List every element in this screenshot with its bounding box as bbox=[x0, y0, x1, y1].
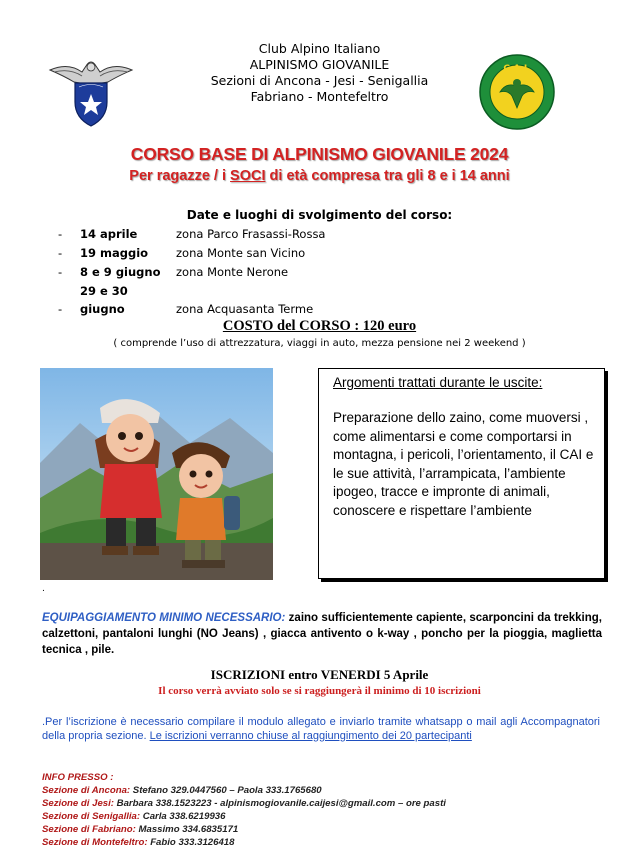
equipment-text: zaino sufficientemente capiente, scarponcini da trekking, calzettoni, pantaloni lunghi (NO Jeans) , giacca antivento o k-way , poncho per la pioggia, maglietta tecnica , pile. bbox=[42, 612, 602, 656]
dates-heading: Date e luoghi di svolgimento del corso: bbox=[186, 208, 453, 222]
cost-note: ( comprende l’uso di attrezzatura, viaggi in auto, mezza pensione nei 2 weekend ) bbox=[113, 338, 526, 349]
registration-note: Il corso verrà avviato solo se si raggiungerà il minimo di 10 iscrizioni bbox=[158, 685, 481, 697]
equipment-label: EQUIPAGGIAMENTO MINIMO NECESSARIO: bbox=[42, 612, 286, 624]
date-place: zona Monte san Vicino bbox=[176, 246, 306, 260]
date-label: 29 e 30 giugno bbox=[80, 284, 128, 316]
date-item: - 8 e 9 giugno zona Monte Nerone bbox=[58, 265, 289, 279]
alpinismo-giovanile-emblem-icon bbox=[478, 52, 556, 132]
info-value: Barbara 338.1523223 - alpinismogiovanile.caijesi@gmail.com – ore pasti bbox=[113, 798, 446, 809]
info-line bbox=[42, 823, 446, 836]
subtitle-after: di età compresa tra gli 8 e i 14 anni bbox=[265, 168, 510, 184]
info-heading: INFO PRESSO : bbox=[42, 772, 114, 783]
info-value: Stefano 329.0447560 – Paola 333.1765680 bbox=[130, 785, 322, 796]
date-item: - 14 aprile zona Parco Frasassi-Rossa bbox=[58, 227, 326, 241]
info-value: Massimo 334.6835171 bbox=[135, 824, 239, 835]
info-label: Sezione di Ancona: bbox=[42, 785, 131, 796]
date-item: -29 e 30 giugno zona Acquasanta Terme bbox=[58, 284, 314, 316]
cost-title: COSTO del CORSO : 120 euro bbox=[222, 318, 417, 334]
stray-dot: . bbox=[42, 584, 45, 594]
course-subtitle bbox=[0, 168, 639, 184]
header-sections-2: Fabriano - Montefeltro bbox=[250, 89, 389, 104]
subtitle-before: Per ragazze / i bbox=[129, 168, 231, 184]
logo-cai-text: C.A.I. bbox=[503, 64, 531, 74]
equipment-paragraph bbox=[42, 610, 602, 658]
topics-title: Argomenti trattati durante le uscite: bbox=[333, 375, 543, 390]
registration-paragraph bbox=[42, 715, 600, 743]
info-label: Sezione di Senigallia: bbox=[42, 811, 141, 822]
date-item: - 19 maggio zona Monte san Vicino bbox=[58, 246, 306, 260]
info-value: Carla 338.6219936 bbox=[140, 811, 226, 822]
topics-body: Preparazione dello zaino, come muoversi , come alimentarsi e come comportarsi in montagna, i pericoli, l’orientamento, il CAI e le sue attività, l’arrampicata, l’ambiente ipogeo, tracce e impronte di animali, conoscere e rispettare l’ambiente bbox=[333, 410, 594, 518]
date-label: 8 e 9 giugno bbox=[80, 265, 161, 279]
date-label: 14 aprile bbox=[80, 227, 138, 241]
registration-title: ISCRIZIONI entro VENERDI 5 Aprile bbox=[210, 667, 429, 682]
header-group: ALPINISMO GIOVANILE bbox=[249, 57, 390, 72]
info-line bbox=[42, 784, 446, 797]
info-label: Sezione di Fabriano: bbox=[42, 824, 136, 835]
info-line bbox=[42, 810, 446, 823]
registration-closing: Le iscrizioni verranno chiuse al raggiungimento dei 20 partecipanti bbox=[149, 730, 472, 742]
header-sections: Sezioni di Ancona - Jesi - Senigallia bbox=[210, 73, 429, 88]
info-label: Sezione di Jesi: bbox=[42, 798, 114, 809]
course-title: CORSO BASE DI ALPINISMO GIOVANILE 2024 bbox=[130, 144, 509, 164]
date-label: 19 maggio bbox=[80, 246, 149, 260]
info-label: Sezione di Montefeltro: bbox=[42, 837, 148, 848]
alpinismo-giovanile-logo bbox=[478, 52, 556, 132]
info-line bbox=[42, 797, 446, 810]
topics-box bbox=[318, 368, 605, 579]
registration-text: .Per l’iscrizione è necessario compilare il modulo allegato e inviarlo tramite whatsapp o mail agli Accompagnatori della propria sezione. bbox=[42, 716, 600, 742]
date-place: zona Monte Nerone bbox=[176, 265, 289, 279]
info-value: Fabio 333.3126418 bbox=[147, 837, 235, 848]
header-club: Club Alpino Italiano bbox=[258, 41, 381, 56]
kids-hiking-illustration bbox=[40, 368, 273, 580]
info-line bbox=[42, 836, 446, 849]
date-place: zona Acquasanta Terme bbox=[176, 302, 314, 316]
subtitle-soci: SOCI bbox=[230, 168, 266, 184]
date-place: zona Parco Frasassi-Rossa bbox=[176, 227, 326, 241]
info-block bbox=[42, 771, 446, 849]
